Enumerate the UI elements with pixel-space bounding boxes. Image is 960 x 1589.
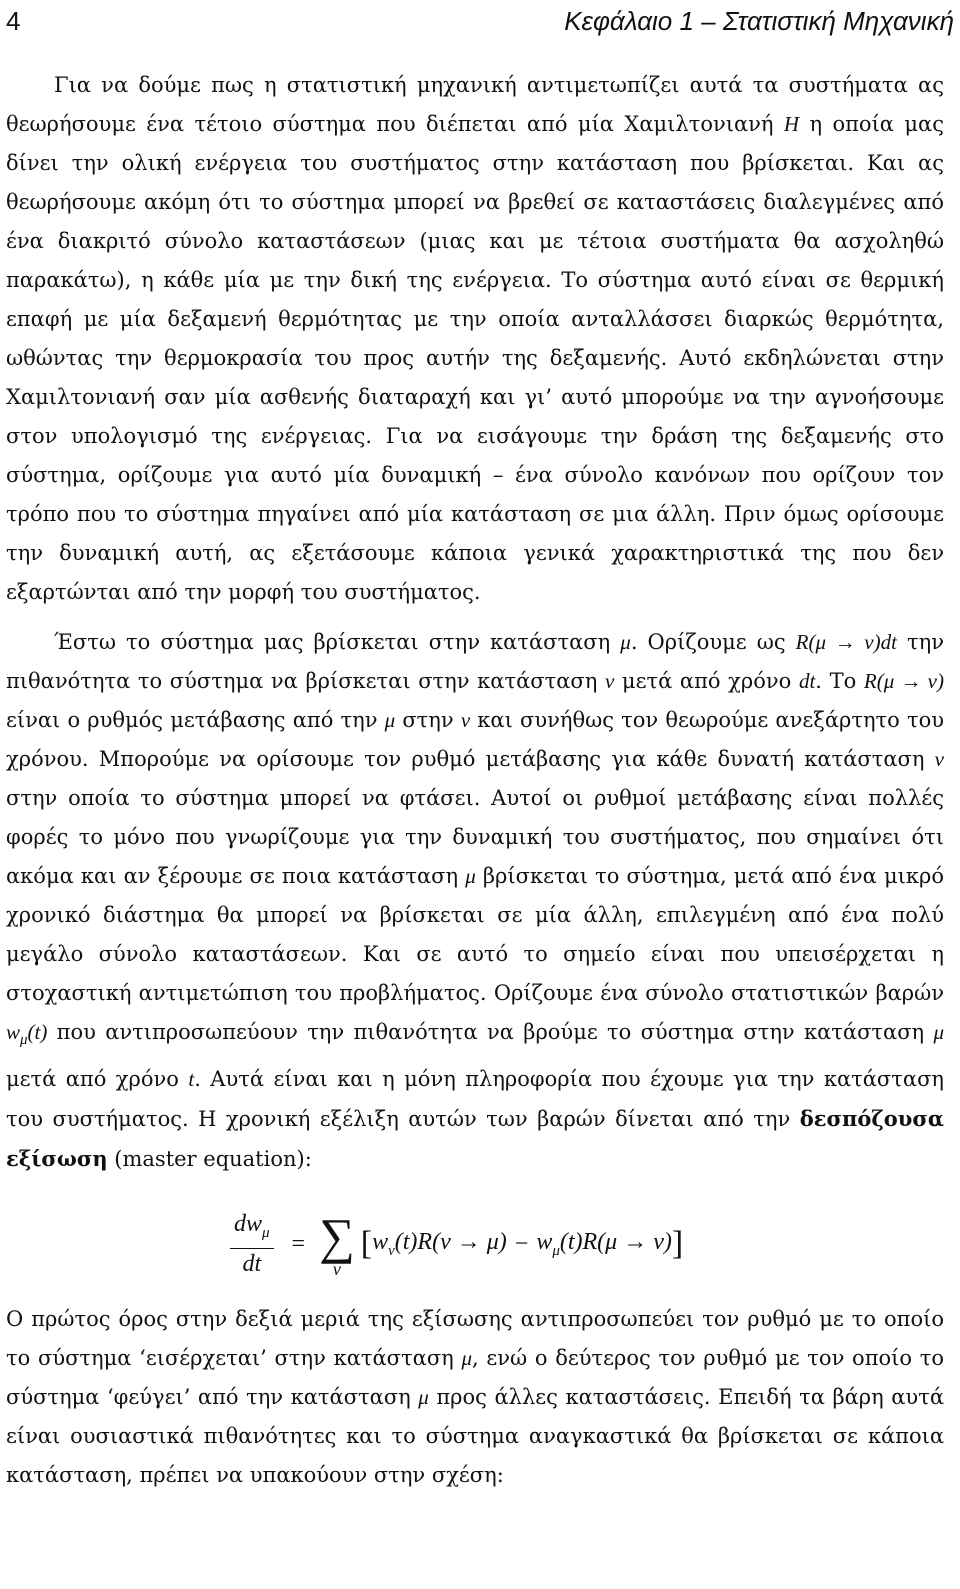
math-w: w bbox=[6, 1020, 21, 1044]
math-nu: ν bbox=[460, 708, 471, 732]
paragraph-intro bbox=[6, 66, 944, 612]
math-t: t bbox=[188, 1067, 195, 1092]
p3-text: Ο πρώτος όρος στην δεξιά μεριά της εξίσωσης αντιπροσωπεύει τον ρυθμό με το οποίο το σύστημα ‘εισέρχεται’ στην κατάσταση bbox=[6, 1307, 944, 1371]
math-nu: ν bbox=[604, 669, 615, 693]
master-equation bbox=[6, 1190, 944, 1298]
summation bbox=[319, 1208, 355, 1280]
math-t-arg: (t) bbox=[27, 1020, 48, 1044]
master-equation-term: δεσπόζουσα εξίσωση bbox=[6, 1106, 944, 1172]
p2-text: που αντιπροσωπεύουν την πιθανότητα να βρούμε το σύστημα στην κατάσταση bbox=[47, 1020, 934, 1044]
equation-lhs-fraction bbox=[230, 1209, 274, 1279]
p1-text-b: η οποία μας δίνει την ολική ενέργεια του συστήματος στην κατάσταση που βρίσκεται. Και ας θεωρήσουμε ακόμη ότι το σύστημα μπορεί να βρεθεί σε καταστάσεις διαλεγμένες από ένα διακριτό σύνολο καταστάσεων (μιας και με τέτοια συστήματα θα ασχοληθώ παρακάτω), η κάθε μία με την δική της ενέργεια. Το σύστημα αυτό είναι σε θερμική επαφή με μία δεξαμενή θερμότητας με την οποία ανταλλάσσει διαρκώς θερμότητα, ωθώντας την θερμοκρασία του προς αυτήν της δεξαμενής. Αυτό εκδηλώνεται στην Χαμιλτονιανή σαν μία ασθενής διαταραχή και γι’ αυτό μπορούμε να την αγνοήσουμε στον υπολογισμό της ενέργειας. Για να εισάγουμε την δράση της δεξαμενής στο σύστημα, ορίζουμε για αυτό μία δυναμική – ένα σύνολο κανόνων που ορίζουν τον τρόπο που το σύστημα πηγαίνει από μία κατάσταση σε μια άλλη. Πριν όμως ορίσουμε την δυναμική αυτή, ας εξετάσουμε κάποια γενικά χαρακτηριστικά της που δεν εξαρτώνται από την μορφή του συστήματος. bbox=[6, 112, 944, 604]
math-w-subscript: μ bbox=[20, 1032, 28, 1049]
eq-w: w bbox=[372, 1228, 389, 1255]
eq-w: w bbox=[536, 1228, 553, 1255]
p2-text: και συνήθως τον θεωρούμε ανεξάρτητο του χρόνου. Μπορούμε να ορίσουμε τον ρυθμό μετάβασης για κάθε δυνατή κατάσταση bbox=[6, 708, 944, 771]
paragraph-transition-rates bbox=[6, 623, 944, 1179]
p3-text: προς άλλες καταστάσεις. Επειδή τα βάρη αυτά είναι ουσιαστικά πιθανότητες και το σύστημα αναγκαστικά θα βρίσκεται σε κάποια κατάσταση, πρέπει να υπακούουν στην σχέση: bbox=[6, 1385, 944, 1488]
equation-term-out bbox=[536, 1229, 672, 1260]
p2-text: (master equation): bbox=[107, 1147, 312, 1172]
math-mu: μ bbox=[461, 1346, 473, 1371]
math-weight bbox=[6, 1020, 48, 1049]
equals-sign: = bbox=[291, 1230, 306, 1257]
p3-text: , ενώ ο δεύτερος τον ρυθμό με τον οποίο το σύστημα ‘φεύγει’ από την κατάσταση bbox=[6, 1346, 945, 1410]
eq-dw-sub: μ bbox=[262, 1225, 270, 1242]
p2-text: στην bbox=[395, 708, 461, 732]
math-dt: dt bbox=[798, 669, 816, 693]
equation-denominator: dt bbox=[242, 1251, 262, 1278]
eq-w-sub: ν bbox=[388, 1242, 395, 1259]
p2-text: . Το bbox=[815, 669, 864, 693]
math-rate: R(μ → ν) bbox=[863, 669, 944, 693]
equation-term-in bbox=[372, 1229, 507, 1260]
p1-text-a: Για να δούμε πως η στατιστική μηχανική αντιμετωπίζει αυτά τα συστήματα ας θεωρήσουμε ένα τέτοιο σύστημα που διέπεται από μία Χαμιλτονιανή bbox=[6, 73, 944, 136]
p2-text: μετά από χρόνο bbox=[614, 669, 799, 693]
eq-term1-rest: (t)R(ν → μ) bbox=[394, 1228, 507, 1255]
eq-dw: dw bbox=[234, 1211, 263, 1238]
document-body bbox=[6, 66, 944, 1506]
open-bracket: [ bbox=[360, 1225, 373, 1263]
math-mu: μ bbox=[933, 1020, 944, 1044]
paragraph-normalization bbox=[6, 1300, 944, 1495]
summation-symbol: ∑ bbox=[319, 1208, 355, 1265]
minus-sign: − bbox=[514, 1230, 529, 1257]
math-mu: μ bbox=[418, 1385, 429, 1410]
p2-text: είναι ο ρυθμός μετάβασης από την bbox=[6, 708, 385, 732]
math-mu: μ bbox=[384, 708, 396, 732]
math-mu: μ bbox=[620, 630, 631, 654]
p2-text: Έστω το σύστημα μας βρίσκεται στην κατάσταση bbox=[54, 630, 621, 654]
math-mu: μ bbox=[465, 864, 476, 888]
page-header bbox=[0, 0, 960, 40]
eq-w-sub: μ bbox=[552, 1242, 560, 1259]
p2-text: την πιθανότητα το σύστημα να βρίσκεται στην κατάσταση bbox=[6, 630, 944, 693]
p2-text: μετά από χρόνο bbox=[6, 1067, 189, 1092]
p2-text: . Ορίζουμε ως bbox=[630, 630, 796, 654]
math-rate-dt: R(μ → ν)dt bbox=[795, 630, 897, 654]
summation-index: ν bbox=[332, 1259, 341, 1280]
hamiltonian-symbol: H bbox=[783, 112, 800, 136]
eq-term2-rest: (t)R(μ → ν) bbox=[559, 1228, 672, 1255]
equation-numerator bbox=[230, 1209, 274, 1249]
close-bracket: ] bbox=[671, 1225, 684, 1263]
p2-text: βρίσκεται το σύστημα, μετά από ένα μικρό χρονικό διάστημα θα μπορεί να βρίσκεται σε μία άλλη, επιλεγμένη από ένα πολύ μεγάλο σύνολο καταστάσεων. Και σε αυτό το σημείο είναι που υπεισέρχεται η στοχαστική αντιμετώπιση του προβλήματος. Ορίζουμε ένα σύνολο στατιστικών βαρών bbox=[6, 864, 944, 1005]
page-number: 4 bbox=[6, 6, 21, 36]
running-title: Κεφάλαιο 1 – Στατιστική Μηχανική bbox=[564, 6, 954, 36]
p2-text: στην οποία το σύστημα μπορεί να φτάσει. Αυτοί οι ρυθμοί μετάβασης είναι πολλές φορές το μόνο που γνωρίζουμε για την δυναμική του συστήματος, που σημαίνει ότι ακόμα και αν ξέρουμε σε ποια κατάσταση bbox=[6, 786, 944, 888]
math-nu: ν bbox=[934, 747, 944, 771]
p2-text: . Αυτά είναι και η μόνη πληροφορία που έχουμε για την κατάσταση του συστήματος. Η χρονική εξέλιξη αυτών των βαρών δίνεται από την bbox=[6, 1067, 944, 1132]
